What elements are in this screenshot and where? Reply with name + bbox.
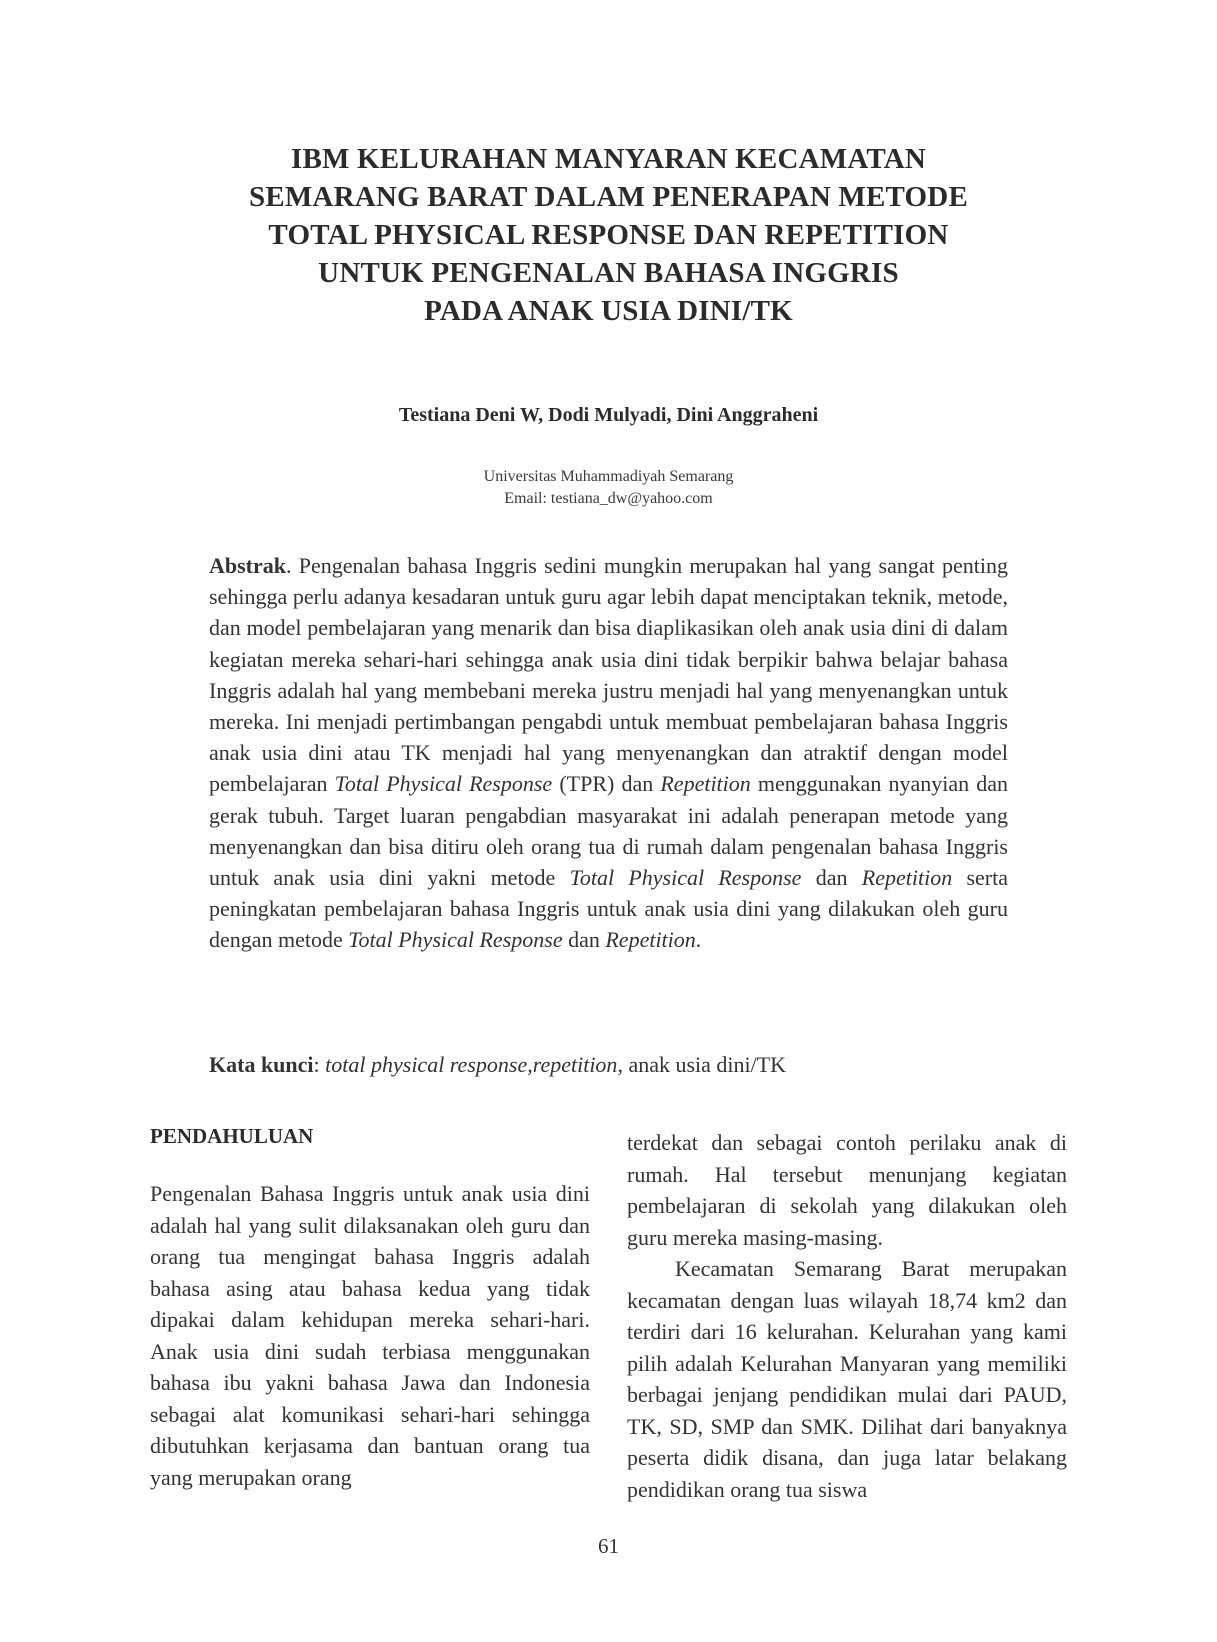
- title-line: IBM KELURAHAN MANYARAN KECAMATAN: [291, 143, 926, 175]
- title-line: PADA ANAK USIA DINI/TK: [424, 295, 793, 327]
- keywords: [209, 1050, 1008, 1080]
- right-column: [627, 1127, 1067, 1505]
- keywords-separator: :: [313, 1052, 326, 1077]
- abstract-term-italic: Total Physical Response: [569, 865, 802, 891]
- abstract-term-italic: Total Physical Response: [348, 927, 563, 953]
- page-number: 61: [598, 1534, 619, 1558]
- abstract-term-italic: Total Physical Response: [334, 771, 553, 797]
- keywords-italic-terms: total physical response,repetition: [325, 1052, 618, 1077]
- left-column: [150, 1122, 590, 1493]
- body-paragraph: Pengenalan Bahasa Inggris untuk anak usia dini adalah hal yang sulit dilaksanakan oleh guru dan orang tua mengingat bahasa Inggris adalah bahasa asing atau bahasa kedua yang tidak dipakai dalam kehidupan mereka sehari-hari. Anak usia dini sudah terbiasa menggunakan bahasa ibu yakni bahasa Jawa dan Indonesia sebagai alat komunikasi sehari-hari sehingga dibutuhkan kerjasama dan bantuan orang tua yang merupakan orang: [150, 1181, 590, 1490]
- abstract: [209, 550, 1008, 956]
- institution: Universitas Muhammadiyah Semarang: [483, 468, 734, 485]
- abstract-text: menggunakan nyanyian dan gerak tubuh. Target luaran pengabdian masyarakat ini adalah penerapan metode yang menyenangkan dan bisa ditiru oleh orang tua di rumah dalam pengenalan bahasa Inggris untuk anak usia dini yakni metode: [209, 771, 1008, 891]
- keywords-label: Kata kunci: [209, 1052, 314, 1077]
- abstract-text: dan: [801, 865, 862, 891]
- title-line: TOTAL PHYSICAL RESPONSE DAN REPETITION: [268, 219, 949, 251]
- abstract-text: serta peningkatan pembelajaran bahasa Inggris untuk anak usia dini yang dilakukan oleh guru dengan metode: [209, 865, 1009, 953]
- abstract-text: (TPR) dan: [552, 771, 661, 797]
- authors: Testiana Deni W, Dodi Mulyadi, Dini Anggraheni: [398, 404, 819, 426]
- title-line: SEMARANG BARAT DALAM PENERAPAN METODE: [248, 181, 968, 213]
- email: Email: testiana_dw@yahoo.com: [504, 490, 713, 507]
- body-paragraph: terdekat dan sebagai contoh perilaku anak di rumah. Hal tersebut menunjang kegiatan pembelajaran di sekolah yang dilakukan oleh guru mereka masing-masing.: [627, 1130, 1067, 1250]
- abstract-text: .: [695, 927, 702, 953]
- affiliation: [150, 466, 1067, 510]
- abstract-label: Abstrak: [209, 553, 287, 578]
- section-heading: PENDAHULUAN: [150, 1124, 314, 1148]
- title-line: UNTUK PENGENALAN BAHASA INGGRIS: [318, 257, 899, 289]
- abstract-text: . Pengenalan bahasa Inggris sedini mungkin merupakan hal yang sangat penting sehingga perlu adanya kesadaran untuk guru agar lebih dapat menciptakan teknik, metode, dan model pembelajaran yang menarik dan bisa diaplikasikan oleh anak usia dini di dalam kegiatan mereka sehari-hari sehingga anak usia dini tidak berpikir bahwa belajar bahasa Inggris adalah hal yang membebani mereka justru menjadi hal yang menyenangkan untuk mereka. Ini menjadi pertimbangan pengabdi untuk membuat pembelajaran bahasa Inggris anak usia dini atau TK menjadi hal yang menyenangkan dan atraktif dengan model pembelajaran: [209, 553, 1008, 797]
- abstract-term-italic: Repetition: [605, 927, 696, 953]
- keywords-rest: , anak usia dini/TK: [617, 1052, 787, 1077]
- abstract-text: dan: [562, 927, 606, 953]
- abstract-term-italic: Repetition: [660, 771, 751, 797]
- body-paragraph: Kecamatan Semarang Barat merupakan kecamatan dengan luas wilayah 18,74 km2 dan terdiri dari 16 kelurahan. Kelurahan yang kami pilih adalah Kelurahan Manyaran yang memiliki berbagai jenjang pendidikan mulai dari PAUD, TK, SD, SMP dan SMK. Dilihat dari banyaknya peserta didik disana, dan juga latar belakang pendidikan orang tua siswa: [627, 1256, 1067, 1502]
- abstract-term-italic: Repetition: [861, 865, 953, 891]
- paper-title: [150, 140, 1067, 330]
